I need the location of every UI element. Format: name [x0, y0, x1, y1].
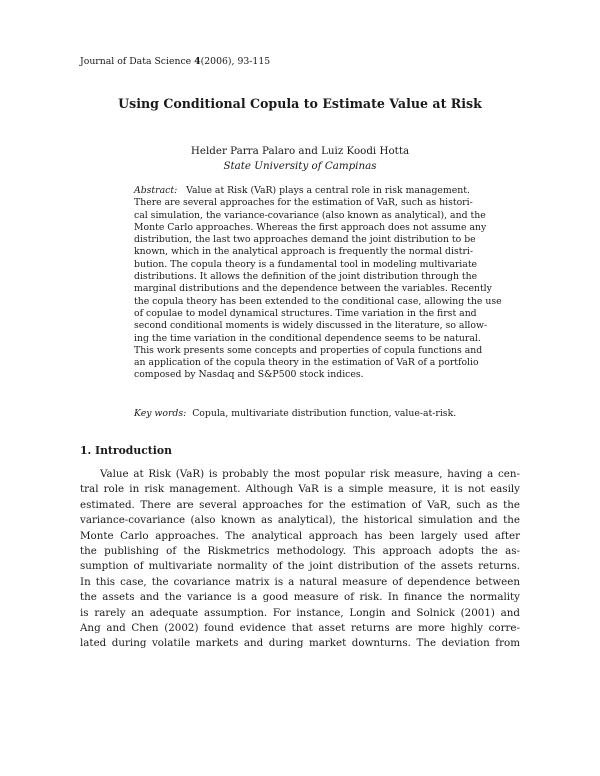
abstract-line: composed by Nasdaq and S&P500 stock indices. — [134, 369, 364, 381]
body-line: Ang and Chen (2002) found evidence that asset returns are more highly corre- — [80, 621, 520, 634]
body-line: sumption of multivariate normality of the joint distribution of the assets returns. — [80, 560, 520, 573]
paper-authors: Helder Parra Palaro and Luiz Koodi Hotta — [190, 145, 410, 157]
section-heading: 1. Introduction — [80, 444, 172, 457]
abstract-line: There are several approaches for the estimation of VaR, such as histori- — [134, 197, 473, 209]
journal-name: Journal of Data Science — [80, 56, 192, 67]
body-line: is rarely an adequate assumption. For instance, Longin and Solnick (2001) and — [80, 606, 520, 619]
abstract-line: second conditional moments is widely discussed in the literature, so allow- — [134, 320, 488, 332]
body-line: Monte Carlo approaches. The analytical approach has been largely used after — [80, 529, 520, 542]
body-line: estimated. There are several approaches for the estimation of VaR, such as the — [80, 498, 520, 511]
abstract-line: cal simulation, the variance-covariance (also known as analytical), and the — [134, 209, 486, 221]
abstract-line: known, which in the analytical approach is frequently the normal distri- — [134, 246, 474, 258]
abstract-label: Abstract: — [134, 185, 178, 196]
paper-affiliation: State University of Campinas — [223, 160, 377, 172]
abstract-line: Monte Carlo approaches. Whereas the first approach does not assume any — [134, 221, 487, 233]
body-line: the assets and the variance is a good measure of risk. In finance the normality — [80, 591, 520, 604]
journal-header — [80, 56, 270, 67]
abstract-line: distribution, the last two approaches demand the joint distribution to be — [134, 234, 476, 246]
abstract-line: the copula theory has been extended to the conditional case, allowing the use — [134, 295, 502, 307]
body-line: lated during volatile markets and during market downturns. The deviation from — [80, 637, 520, 650]
abstract-line: bution. The copula theory is a fundamental tool in modeling multivariate — [134, 258, 478, 270]
keywords — [134, 408, 464, 419]
keywords-label: Key words: — [134, 408, 187, 419]
abstract — [134, 185, 502, 382]
abstract-line: Abstract: Value at Risk (VaR) plays a central role in risk management. — [134, 185, 470, 196]
abstract-line: distributions. It allows the definition of the joint distribution through the — [134, 271, 478, 283]
body-line: the publishing of the Riskmetrics methodology. This approach adopts the as- — [80, 544, 520, 557]
abstract-line: of copulae to model dynamical structures. Time variation in the first and — [134, 307, 477, 319]
abstract-line: an application of the copula theory in the estimation of VaR of a portfolio — [134, 357, 479, 369]
abstract-line: marginal distributions and the dependence between the variables. Recently — [134, 283, 492, 295]
abstract-line: This work presents some concepts and properties of copula functions and — [134, 344, 483, 356]
body-line: variance-covariance (also known as analytical), the historical simulation and the — [80, 514, 520, 527]
body-line: In this case, the covariance matrix is a natural measure of dependence between — [80, 575, 520, 588]
keywords-text: Copula, multivariate distribution function, value-at-risk. — [192, 408, 457, 419]
paper-title: Using Conditional Copula to Estimate Value at Risk — [118, 96, 482, 111]
journal-volume: 4 — [194, 56, 201, 67]
body-line: Value at Risk (VaR) is probably the most popular risk measure, having a cen- — [100, 468, 520, 480]
abstract-line: ing the time variation in the conditional dependence seems to be natural. — [134, 332, 481, 344]
journal-year-pages: (2006), 93-115 — [200, 56, 271, 67]
introduction-body — [80, 467, 520, 652]
body-line: tral role in risk management. Although VaR is a simple measure, it is not easily — [80, 483, 520, 496]
